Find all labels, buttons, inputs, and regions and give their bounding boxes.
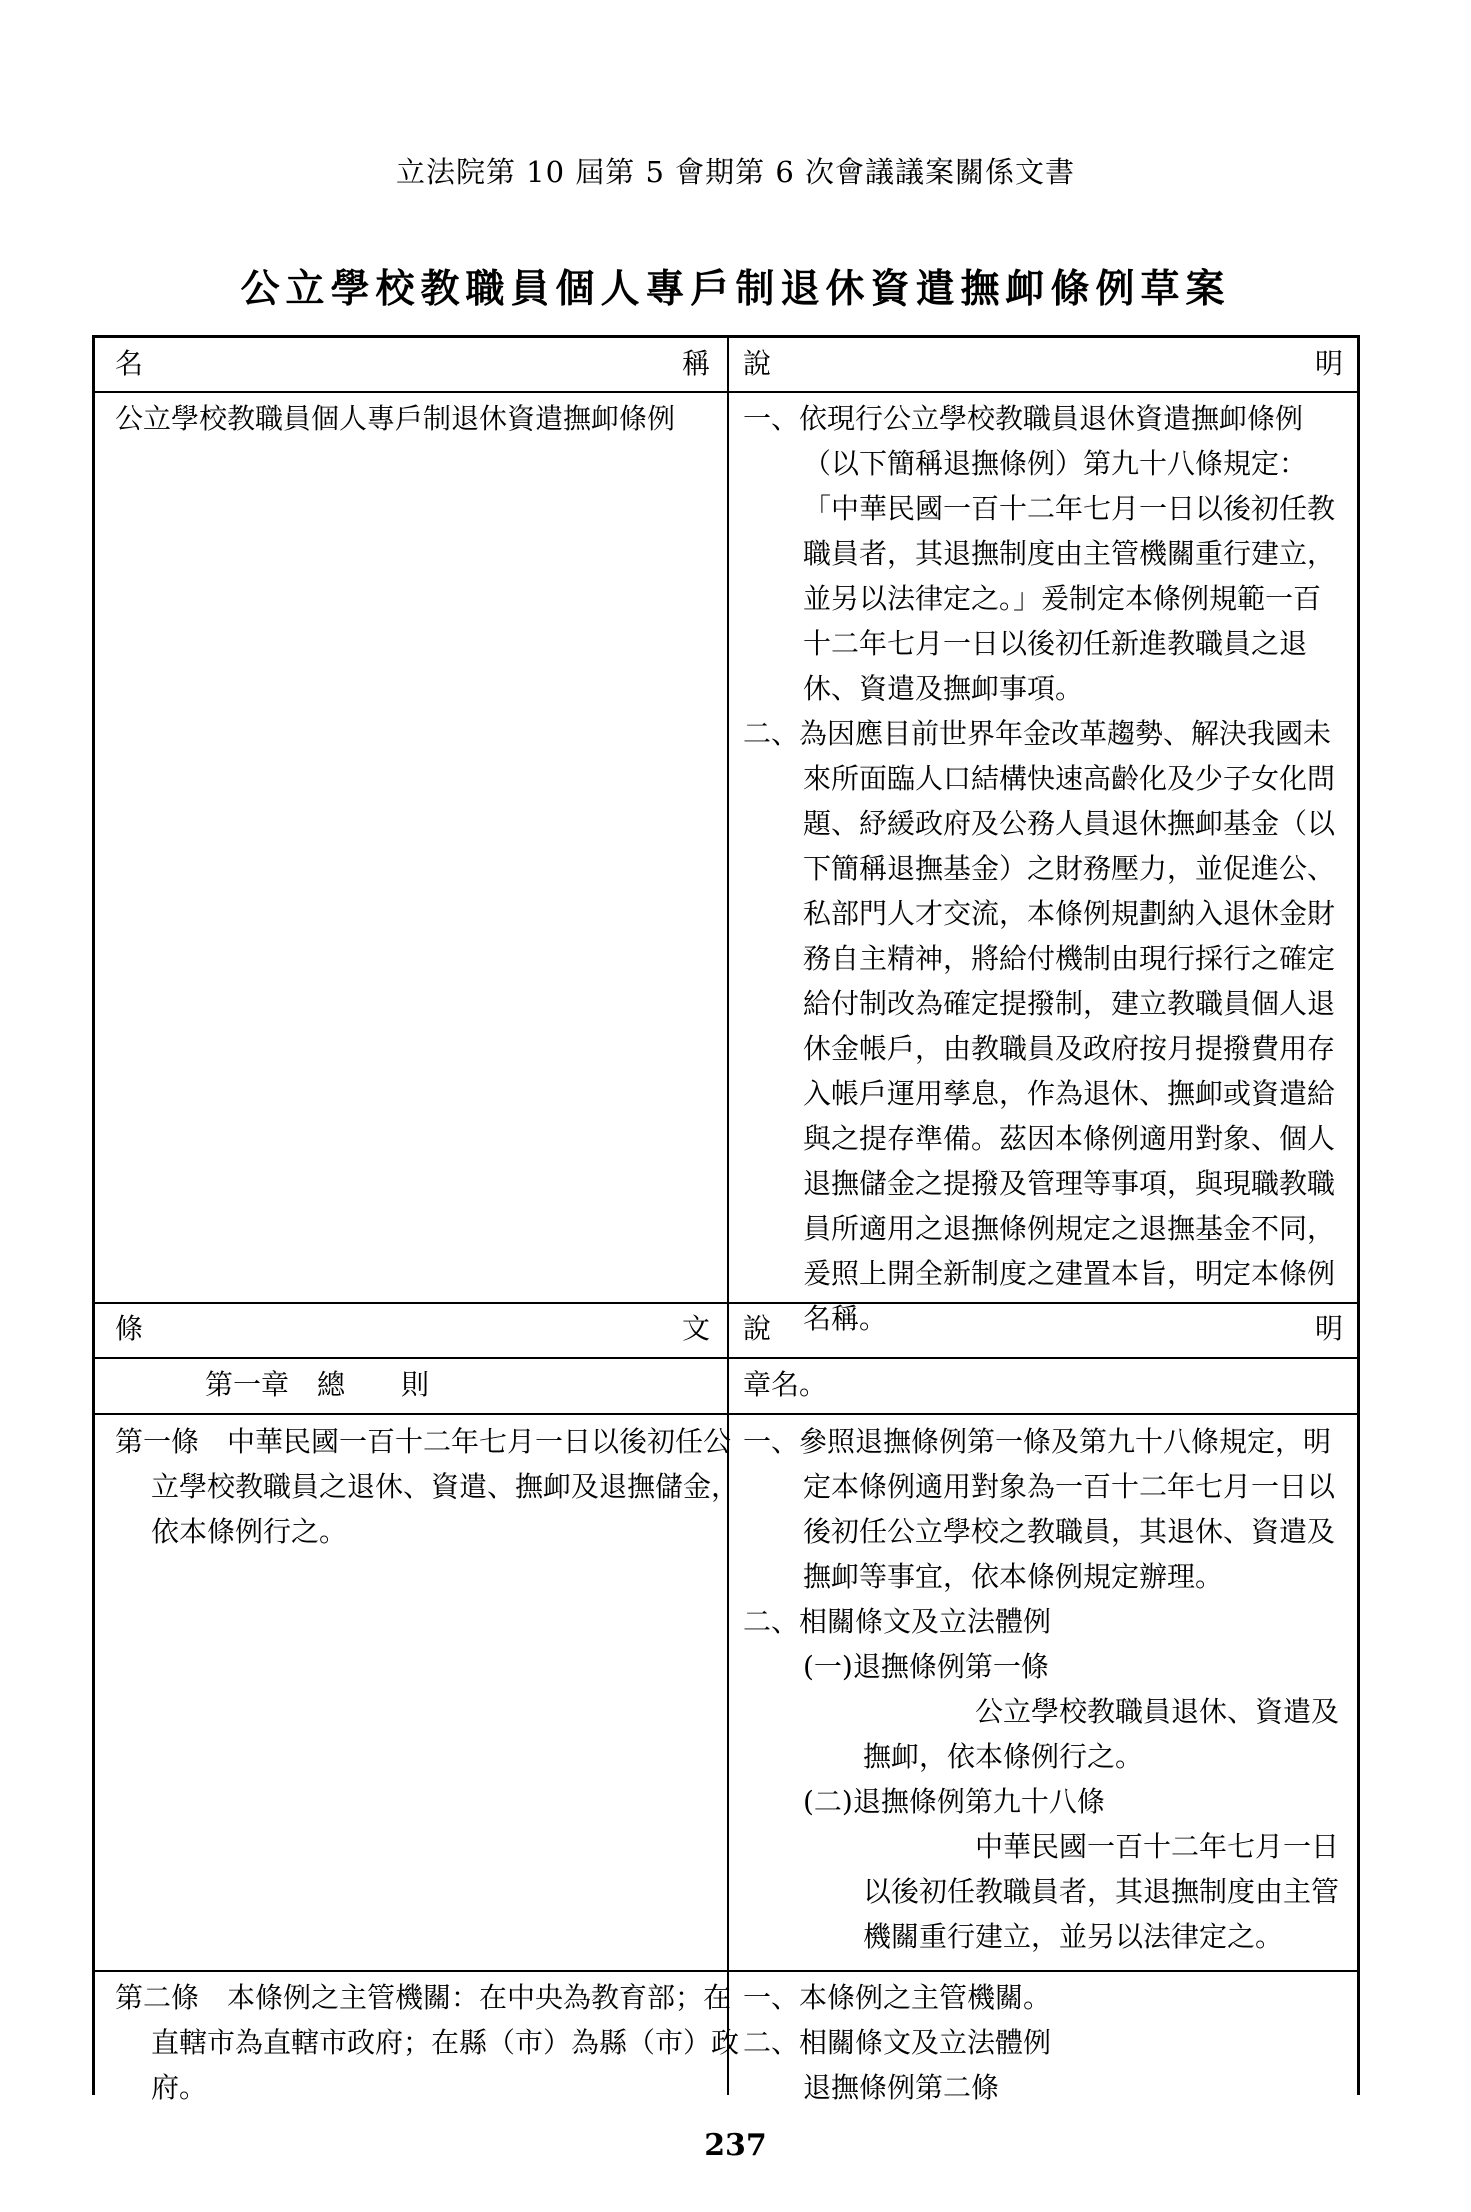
reference-text: 中華民國一百十二年七月一日以後初任教職員者，其退撫制度由主管機關重行建立，並另以法律定之。 bbox=[863, 1830, 1340, 1953]
header-char: 說 bbox=[743, 347, 772, 380]
article-2-explanation bbox=[743, 1975, 1343, 2110]
explanation-item: 二、相關條文及立法體例 bbox=[743, 2026, 1052, 2059]
comparison-table bbox=[92, 335, 1360, 2104]
explanation-item: 一、本條例之主管機關。 bbox=[743, 1981, 1052, 2014]
explanation-item: 一、依現行公立學校教職員退休資遣撫卹條例（以下簡稱退撫條例）第九十八條規定：「中華民國一百十二年七月一日以後初任教職員者，其退撫制度由主管機關重行建立，並另以法律定之。」爰制定本條例規範一百十二年七月一日以後初任新進教職員之退休、資遣及撫卹事項。 bbox=[743, 402, 1336, 705]
explanation-item: 一、參照退撫條例第一條及第九十八條規定，明定本條例適用對象為一百十二年七月一日以後初任公立學校之教職員，其退休、資遣及撫卹等事宜，依本條例規定辦理。 bbox=[743, 1425, 1336, 1593]
reference-heading: (二)退撫條例第九十八條 bbox=[803, 1785, 1105, 1818]
row-divider bbox=[95, 391, 1357, 393]
explanation-item: 二、為因應目前世界年金改革趨勢、解決我國未來所面臨人口結構快速高齡化及少子女化問題、紓緩政府及公務人員退休撫卹基金（以下簡稱退撫基金）之財務壓力，並促進公、私部門人才交流，本條例規劃納入退休金財務自主精神，將給付機制由現行採行之確定給付制改為確定提撥制，建立教職員個人退休金帳戶，由教職員及政府按月提撥費用存入帳戶運用孳息，作為退休、撫卹或資遣給與之提存準備。茲因本條例適用對象、個人退撫儲金之提撥及管理等事項，與現職教職員所適用之退撫條例規定之退撫基金不同，爰照上開全新制度之建置本旨，明定本條例名稱。 bbox=[743, 717, 1336, 1335]
name-explanation bbox=[743, 396, 1343, 1341]
header-char: 明 bbox=[1314, 347, 1343, 380]
article-1-explanation bbox=[743, 1419, 1343, 1959]
explanation-item: 二、相關條文及立法體例 bbox=[743, 1605, 1052, 1638]
header-char: 稱 bbox=[681, 347, 710, 380]
column-divider bbox=[727, 338, 729, 2095]
bill-title: 公立學校教職員個人專戶制退休資遣撫卹條例草案 bbox=[240, 266, 1231, 312]
header-char: 名 bbox=[115, 347, 144, 380]
chapter-explanation: 章名。 bbox=[743, 1368, 828, 1401]
reference-heading: 退撫條例第二條 bbox=[803, 2071, 1000, 2104]
row-divider bbox=[95, 1357, 1357, 1359]
explanation-column-header bbox=[743, 1306, 1343, 1351]
article-2: 第二條 本條例之主管機關：在中央為教育部；在直轄市為直轄市政府；在縣（市）為縣（市）政府。 bbox=[115, 1981, 740, 2104]
document-header: 立法院第 10 屆第 5 會期第 6 次會議議案關係文書 bbox=[395, 155, 1076, 189]
header-char: 明 bbox=[1314, 1312, 1343, 1345]
reference-heading: (一)退撫條例第一條 bbox=[803, 1650, 1049, 1683]
page-number: 237 bbox=[704, 2128, 767, 2163]
article-column-header bbox=[115, 1306, 710, 1351]
header-char: 文 bbox=[681, 1312, 710, 1345]
reference-text: 公立學校教職員退休、資遣及撫卹，依本條例行之。 bbox=[863, 1695, 1340, 1773]
row-divider bbox=[95, 1413, 1357, 1415]
chapter-title: 第一章 總 則 bbox=[205, 1368, 430, 1401]
act-name: 公立學校教職員個人專戶制退休資遣撫卹條例 bbox=[115, 402, 676, 435]
article-1: 第一條 中華民國一百十二年七月一日以後初任公立學校教職員之退休、資遣、撫卹及退撫儲金，依本條例行之。 bbox=[115, 1425, 740, 1548]
explanation-column-header bbox=[743, 341, 1343, 386]
header-char: 條 bbox=[115, 1312, 144, 1345]
row-divider bbox=[95, 1970, 1357, 1972]
name-column-header bbox=[115, 341, 710, 386]
header-char: 說 bbox=[743, 1312, 772, 1345]
